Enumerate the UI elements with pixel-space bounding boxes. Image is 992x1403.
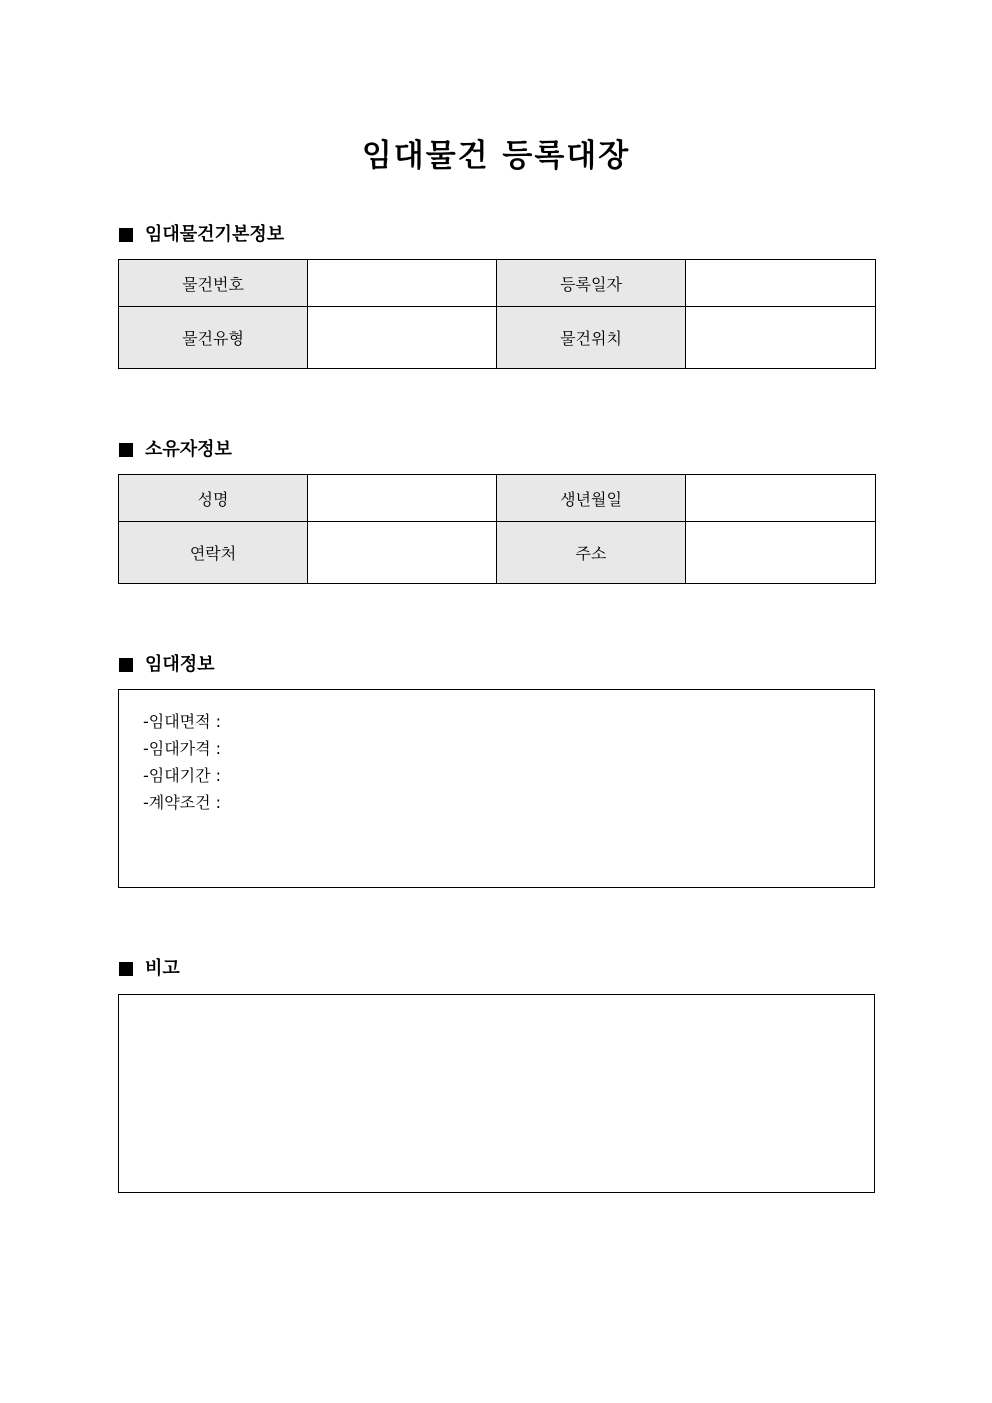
label-item-type: 물건유형 bbox=[119, 307, 308, 369]
section-heading-lease bbox=[119, 653, 215, 677]
square-bullet-icon bbox=[119, 962, 133, 976]
field-item-number[interactable] bbox=[308, 260, 497, 307]
section-heading-basic-label: 임대물건기본정보 bbox=[145, 224, 285, 245]
lease-price-line: -임대가격 : bbox=[143, 739, 222, 758]
lease-period-line: -임대기간 : bbox=[143, 766, 222, 785]
section-heading-owner bbox=[119, 438, 232, 462]
field-item-location[interactable] bbox=[686, 307, 876, 369]
section-heading-lease-label: 임대정보 bbox=[145, 654, 215, 675]
owner-info-table bbox=[118, 474, 876, 584]
label-birth-date: 생년월일 bbox=[497, 475, 686, 522]
table-row bbox=[119, 522, 876, 584]
basic-info-table bbox=[118, 259, 876, 369]
section-heading-remarks bbox=[119, 957, 180, 981]
square-bullet-icon bbox=[119, 228, 133, 242]
remarks-box[interactable] bbox=[118, 994, 875, 1193]
section-heading-owner-label: 소유자정보 bbox=[145, 439, 232, 460]
field-name[interactable] bbox=[308, 475, 497, 522]
section-heading-basic bbox=[119, 223, 284, 247]
label-address: 주소 bbox=[497, 522, 686, 584]
label-contact: 연락처 bbox=[119, 522, 308, 584]
label-item-location: 물건위치 bbox=[497, 307, 686, 369]
field-address[interactable] bbox=[686, 522, 876, 584]
field-contact[interactable] bbox=[308, 522, 497, 584]
section-heading-remarks-label: 비고 bbox=[145, 958, 180, 979]
contract-terms-line: -계약조건 : bbox=[143, 793, 222, 812]
label-name: 성명 bbox=[119, 475, 308, 522]
lease-info-box[interactable] bbox=[118, 689, 875, 888]
table-row bbox=[119, 475, 876, 522]
label-item-number: 물건번호 bbox=[119, 260, 308, 307]
square-bullet-icon bbox=[119, 658, 133, 672]
field-registration-date[interactable] bbox=[686, 260, 876, 307]
table-row bbox=[119, 260, 876, 307]
lease-info-list bbox=[119, 690, 874, 816]
label-registration-date: 등록일자 bbox=[497, 260, 686, 307]
square-bullet-icon bbox=[119, 443, 133, 457]
lease-area-line: -임대면적 : bbox=[143, 712, 222, 731]
field-birth-date[interactable] bbox=[686, 475, 876, 522]
table-row bbox=[119, 307, 876, 369]
page-title: 임대물건 등록대장 bbox=[361, 138, 631, 174]
field-item-type[interactable] bbox=[308, 307, 497, 369]
